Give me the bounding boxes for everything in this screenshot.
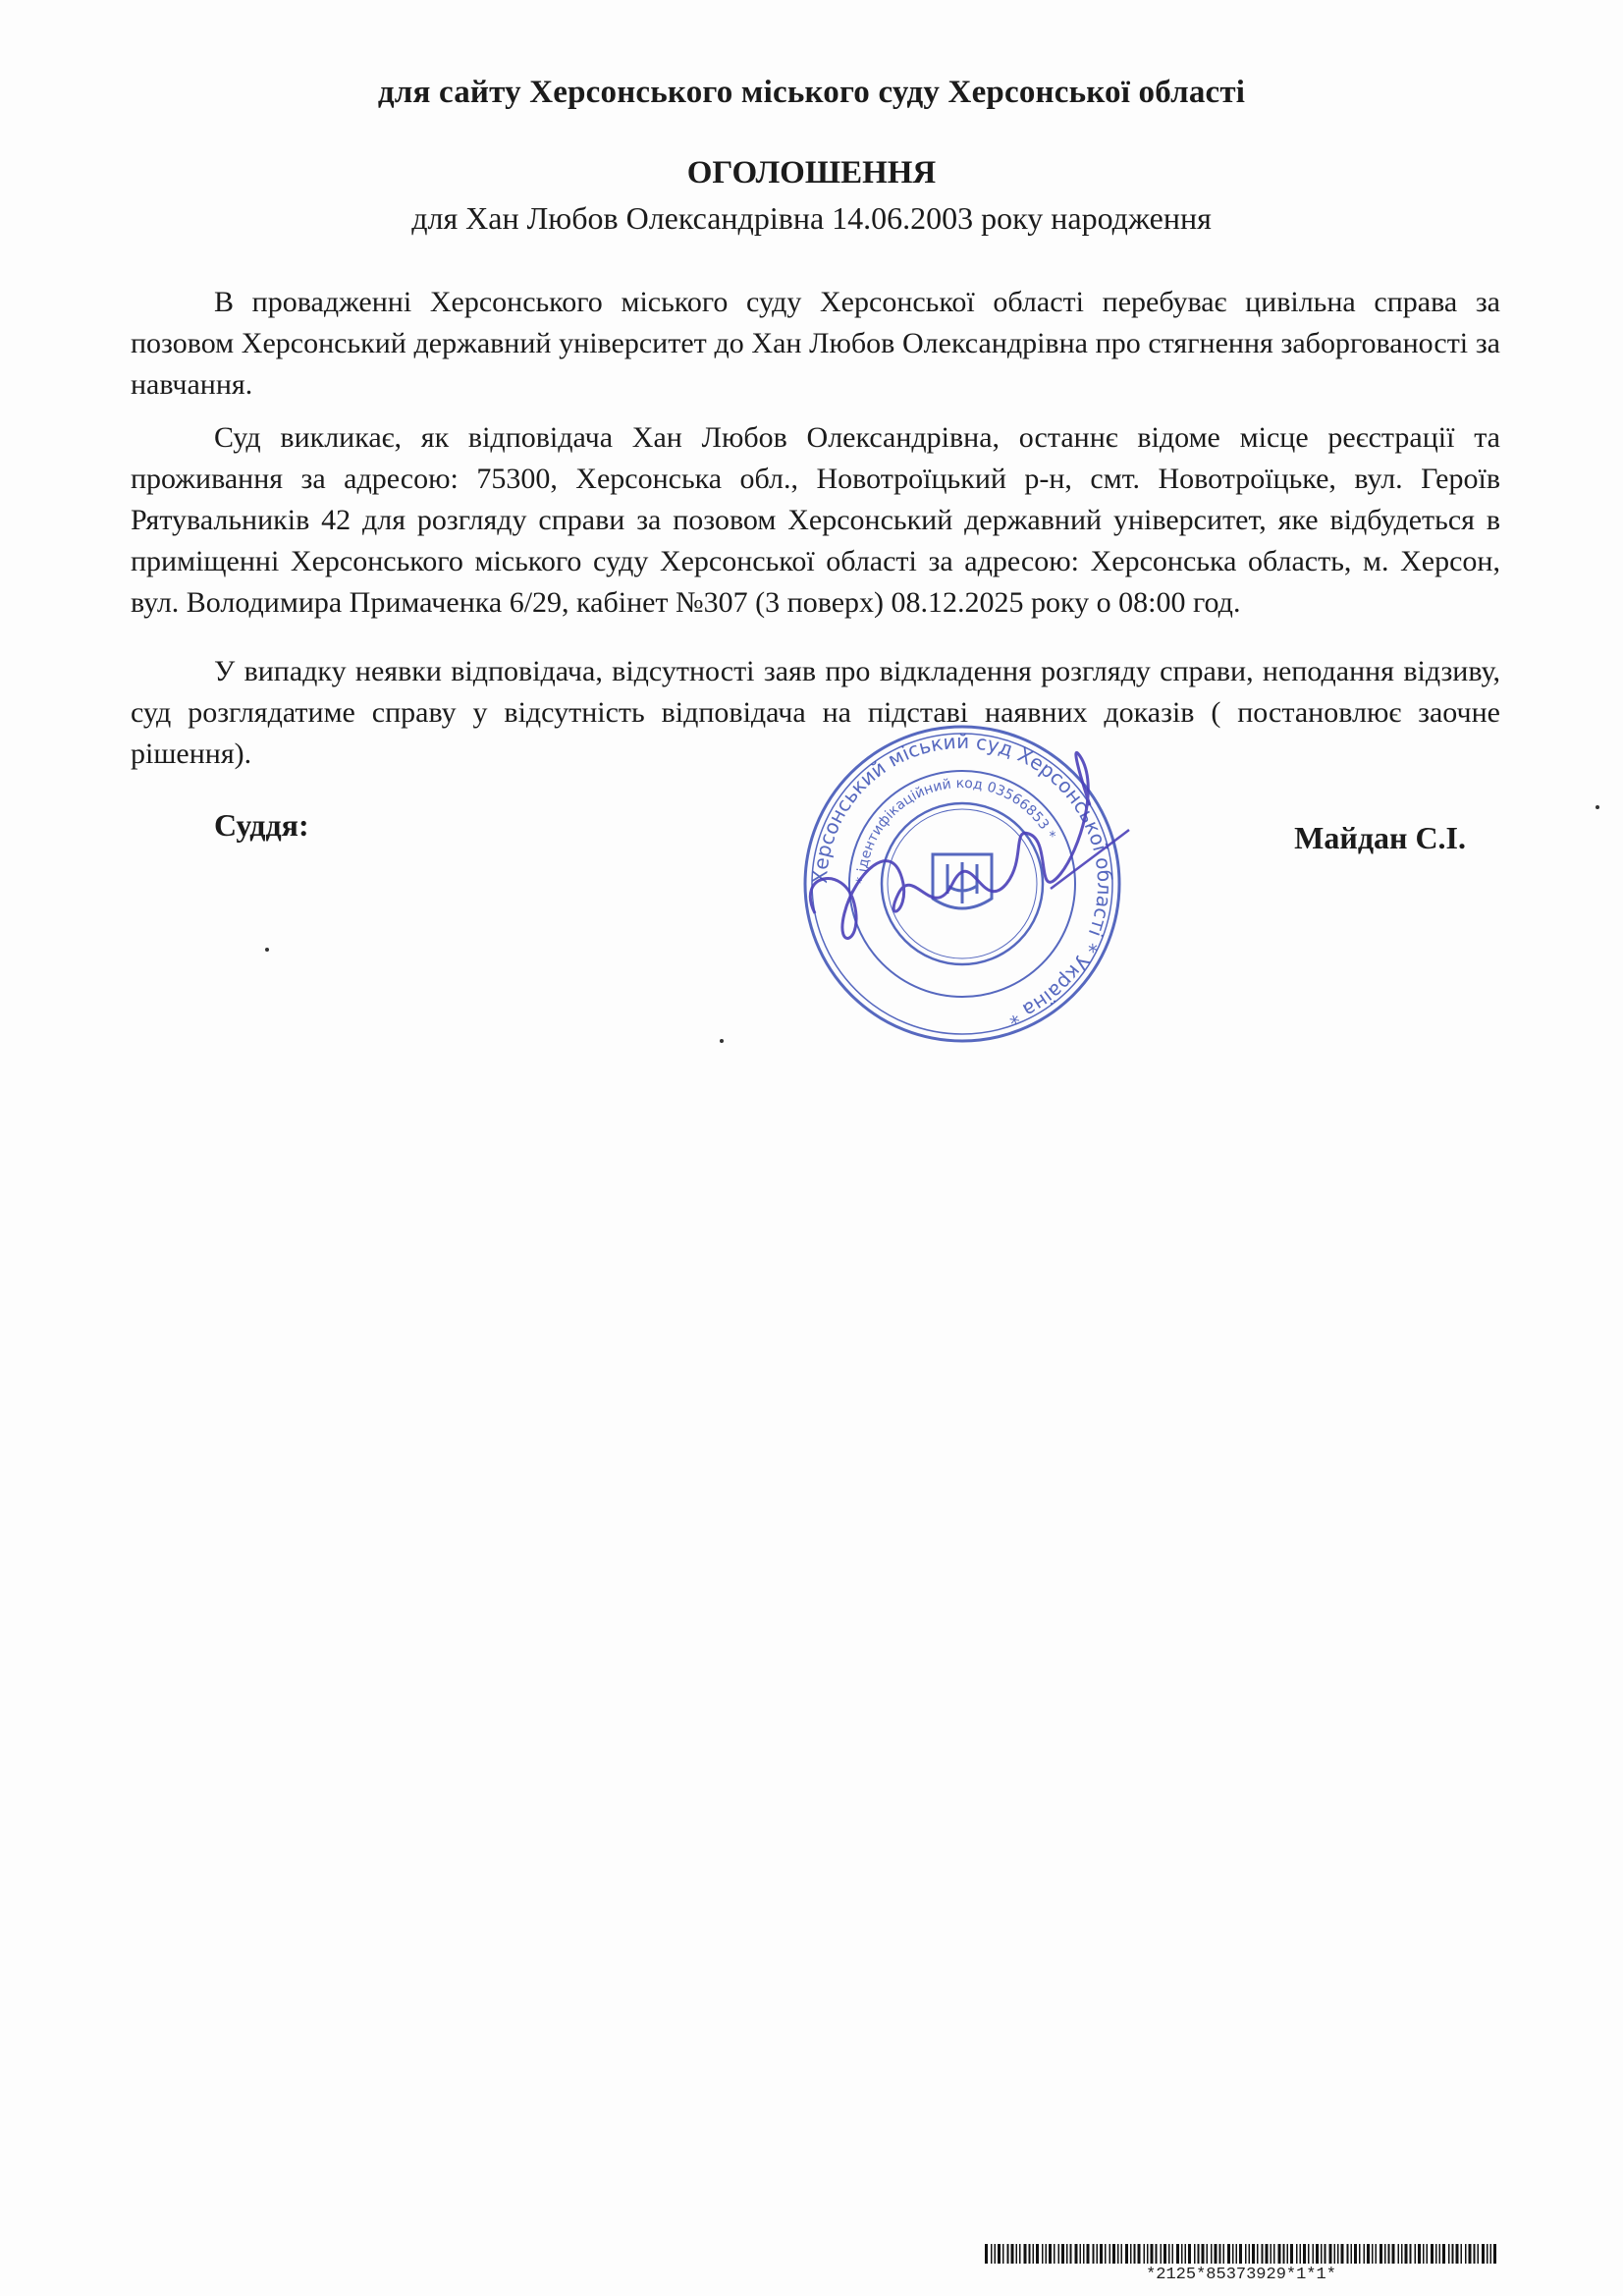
barcode-bar [1313,2244,1315,2264]
barcode-bar [1290,2244,1293,2264]
barcode-bar [1325,2244,1326,2264]
barcode-bar [1266,2244,1269,2264]
barcode-bar [1427,2244,1429,2264]
barcode-bar [1376,2244,1378,2264]
stamp-outer-text: Херсонський міський суд Херсонської області * Україна * [807,729,1117,1030]
barcode-bar [1384,2244,1386,2264]
paragraph-summons: Суд викликає, як відповідача Хан Любов Олександрівна, останнє відоме місце реєстрації та проживання за адресою: 75300, Херсонська обл., Новотроїцький р-н, смт. Новотроїцьке, вул. Героїв Рятувальників 42 для розгляду справи за позовом Херсонський державний університет, яке відбудеться в приміщенні Херсонського міського суду Херсонської області за адресою: Херсонська область, м. Херсон, вул. Володимира Примаченка 6/29, кабінет №307 (3 поверх) 08.12.2025 року о 08:00 год. [131,421,1500,619]
scan-speck [720,1039,724,1043]
barcode-bar [1130,2244,1132,2264]
barcode-bar [1287,2244,1289,2264]
barcode-bar [1093,2244,1095,2264]
barcode-bar [1296,2244,1298,2264]
barcode-bar [1452,2244,1454,2264]
barcode-bar [1351,2244,1353,2264]
coat-of-arms-icon [933,854,992,908]
barcode-bar [1359,2244,1361,2264]
barcode-bar [1036,2244,1039,2264]
document-subtitle: для Хан Любов Олександрівна 14.06.2003 року народження [411,200,1212,236]
barcode-bar [1011,2244,1014,2264]
barcode-bar [1227,2244,1230,2264]
barcode-bar [1198,2244,1200,2264]
barcode-bar [1439,2244,1441,2264]
barcode-bar [1316,2244,1319,2264]
barcode-bar [1372,2244,1374,2264]
barcode-bar [1033,2244,1035,2264]
barcode-bar [1329,2244,1332,2264]
barcode-bar [1024,2244,1027,2264]
barcode-bar [1490,2244,1492,2264]
barcode-bar [1367,2244,1370,2264]
barcode-bar [1398,2244,1400,2264]
barcode-bar [1207,2244,1209,2264]
barcode-bar [1144,2244,1146,2264]
judge-name: Майдан С.І. [1294,820,1466,855]
scan-speck [265,948,269,952]
barcode-bar [1080,2244,1082,2264]
barcode-bar [1163,2244,1166,2264]
barcode-bar [1392,2244,1395,2264]
document-title: ОГОЛОШЕННЯ [686,155,937,191]
barcode-bar [1117,2244,1119,2264]
barcode-bar [1321,2244,1323,2264]
barcode-bar [1046,2244,1048,2264]
barcode-bar [1456,2244,1459,2264]
barcode-bar [1147,2244,1149,2264]
barcode-bar [1493,2244,1496,2264]
barcode-bar [1105,2244,1107,2264]
barcode-bar [1388,2244,1390,2264]
barcode-bar [1334,2244,1336,2264]
barcode-bar [1100,2244,1103,2264]
barcode-bar [1058,2244,1060,2264]
barcode-bar [1112,2244,1115,2264]
barcode-bar [1278,2244,1281,2264]
barcode-bar [1418,2244,1421,2264]
paragraph-case-info: В провадженні Херсонського міського суду Херсонської області перебуває цивільна справа за позовом Херсонський державний університет до Хан Любов Олександрівна про стягнення заборгованості за навчання. [131,286,1500,401]
barcode-bar [1435,2244,1437,2264]
barcode-bar [1465,2244,1467,2264]
barcode-bar [1202,2244,1205,2264]
barcode-bar [1066,2244,1068,2264]
barcode-bar [998,2244,1001,2264]
barcode-bar [1461,2244,1463,2264]
barcode-bar [1405,2244,1408,2264]
barcode-bar [1341,2244,1344,2264]
barcode-bar [1478,2244,1480,2264]
barcode-bar [1016,2244,1018,2264]
barcode-bar [1487,2244,1488,2264]
barcode-bar [1415,2244,1417,2264]
barcode-bar [1070,2244,1072,2264]
barcode-bar [1075,2244,1078,2264]
barcode-bar [1262,2244,1264,2264]
barcode-bar [1188,2244,1191,2264]
barcode-bar [1181,2244,1183,2264]
barcode-bar [1156,2244,1158,2264]
barcode-bar [1138,2244,1141,2264]
barcode-bar [1007,2244,1009,2264]
barcode-bar [991,2244,993,2264]
barcode-bar [1054,2244,1055,2264]
barcode-bar [1431,2244,1434,2264]
barcode-bar [1354,2244,1357,2264]
scan-speck [1596,805,1599,809]
barcode-bar [1347,2244,1349,2264]
barcode-bar [1097,2244,1099,2264]
barcode-bar [1308,2244,1310,2264]
barcode-bar [1410,2244,1412,2264]
barcode-bar [995,2244,997,2264]
document-barcode [985,2244,1497,2264]
barcode-bar [1239,2244,1242,2264]
barcode-bar [1232,2244,1234,2264]
barcode-bar [1125,2244,1128,2264]
barcode-bar [1283,2244,1285,2264]
barcode-bar [1482,2244,1485,2264]
barcode-bar [1474,2244,1476,2264]
barcode-bar [1215,2244,1217,2264]
barcode-bar [1249,2244,1251,2264]
barcode-bar [1172,2244,1174,2264]
barcode-bar [1087,2244,1090,2264]
judge-label: Суддя: [214,807,309,843]
barcode-bar [1423,2244,1425,2264]
barcode-bar [1257,2244,1259,2264]
barcode-bar [1380,2244,1382,2264]
barcode-bar [1252,2244,1255,2264]
barcode-bar [1219,2244,1221,2264]
barcode-bar [1223,2244,1225,2264]
barcode-bar [1194,2244,1196,2264]
barcode-bar [1300,2244,1302,2264]
document-header: для сайту Херсонського міського суду Херсонської області [377,75,1246,110]
barcode-bar [1083,2244,1085,2264]
barcode-bar [1061,2244,1064,2264]
barcode-bar [1168,2244,1170,2264]
barcode-bar [1042,2244,1044,2264]
barcode-bar [1303,2244,1306,2264]
barcode-text: *2125*85373929*1*1* [1146,2266,1336,2284]
barcode-bar [1161,2244,1163,2264]
barcode-bar [1109,2244,1111,2264]
barcode-bar [1337,2244,1339,2264]
barcode-bar [1236,2244,1238,2264]
barcode-bar [1245,2244,1247,2264]
barcode-bar [1469,2244,1472,2264]
barcode-bar [1029,2244,1031,2264]
barcode-bar [1448,2244,1450,2264]
barcode-bar [1176,2244,1179,2264]
barcode-bar [1121,2244,1123,2264]
barcode-bar [1211,2244,1213,2264]
barcode-bar [1151,2244,1154,2264]
barcode-bar [1002,2244,1004,2264]
barcode-bar [1271,2244,1272,2264]
paragraph-absence-notice: У випадку неявки відповідача, відсутності заяв про відкладення розгляду справи, неподання відзиву, суд розглядатиме справу у відсутність відповідача на підставі наявних доказів ( постановлює заочне рішення). [131,655,1500,770]
barcode-bar [1442,2244,1445,2264]
court-stamp [785,717,1139,1051]
barcode-bar [1019,2244,1021,2264]
barcode-bar [1049,2244,1052,2264]
barcode-bar [1134,2244,1136,2264]
barcode-bar [1273,2244,1275,2264]
stamp-inner-text: * ідентифікаційний код 03566853 * [853,775,1058,885]
barcode-bar [1185,2244,1187,2264]
barcode-bar [1364,2244,1366,2264]
barcode-bar [1401,2244,1403,2264]
barcode-bar [985,2244,988,2264]
